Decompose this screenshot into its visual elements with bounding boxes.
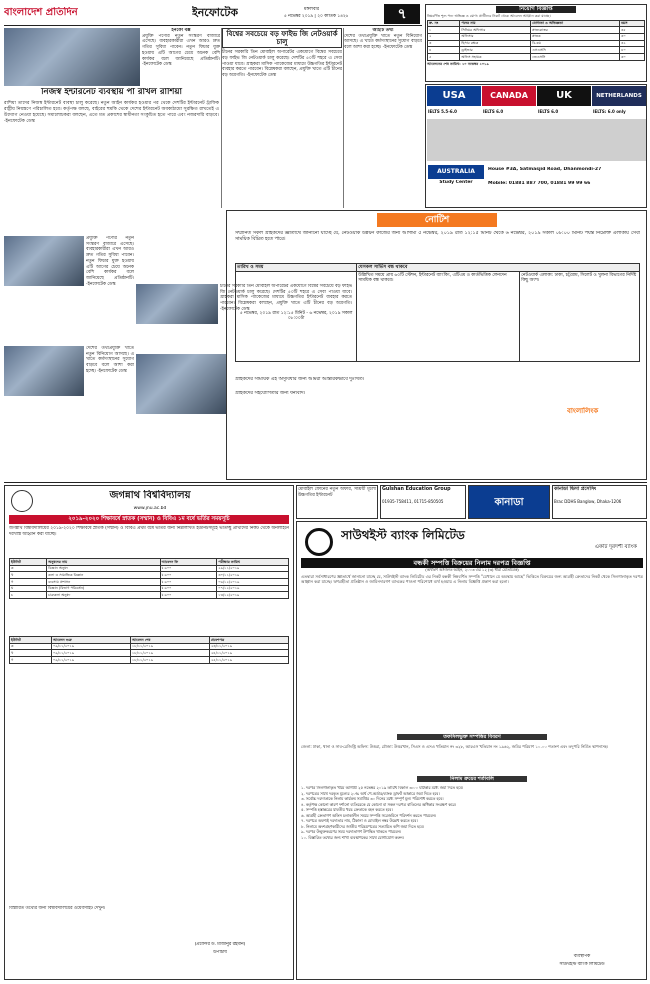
recruitment-title: নিয়োগ বিজ্ঞপ্তি (496, 6, 576, 13)
column-divider (221, 28, 222, 208)
story3-body: চীনের সরকারি তিন মোবাইল অপারেটর একযোগে বিশ্বের সবচেয়ে বড় ফাইভ জি নেটওয়ার্ক চালু করেছে। দেশটির ৫০টি শহরে এ সেবা পাওয়া যাবে। গ্রাহকরা মাসিক প্যাকেজের মাধ্যমে উচ্চগতির ইন্টারনেট ব্যবহার করতে পারবেন। বিশ্লেষকরা বলছেন, প্রযুক্তি খাতে এটি চীনের বড় অগ্রগতি। -ইনফোটেক ডেস্ক (222, 50, 342, 78)
jnu-unit-row-cell: গ (10, 579, 47, 586)
recruit-row-cell: জেএসসি (531, 53, 620, 60)
jnu-sched-row-cell: ক (10, 643, 52, 650)
jnu-unit-row (10, 579, 289, 586)
story2-kicker: ইনফো বক্স (171, 28, 191, 33)
issue-date: ৫ নভেম্বর ২০১৯ | ২০ কার্তিক ১৪২৬ (284, 14, 349, 19)
rule-item: ৮. নিলামে অংশগ্রহণকারীদের জাতীয় পরিচয়পত্রের সত্যায়িত কপি জমা দিতে হবে। (301, 823, 425, 829)
jnu-signer-title: উপাচার্য (213, 950, 227, 955)
ad-mobile: Mobile: 01881 887 700, 01881 99 99 66 (488, 181, 591, 186)
recruit-row-cell: ৩৫ (620, 27, 645, 34)
recruit-row-cell: ৪০ (620, 47, 645, 54)
jnu-unit-row-cell: ০৬/১২/২০১৯ (217, 579, 289, 586)
jnu-sched-row-cell: ০৯/১১/২০১৯ (52, 643, 131, 650)
notice-title: নোটিশ (377, 213, 497, 227)
jnu-unit-row (10, 572, 289, 579)
recruit-row-cell: ৩২ (620, 40, 645, 47)
jnu-unit-row-cell: বিজ্ঞান (বিভাগ পরিবর্তন) (47, 585, 160, 592)
jnu-unit-row-cell: ১৩/১২/২০১৯ (217, 592, 289, 599)
mini-ad-2-title: Gulshan Education Group (382, 487, 451, 492)
mini-ad-2 (380, 485, 466, 519)
recruit-row-cell: ৩ (428, 40, 460, 47)
recruit-th: পদের নাম (460, 20, 531, 27)
australia-label: AUSTRALIA (428, 165, 484, 179)
jnu-sched-row-cell: ২৪/১১/২০১৯ (209, 650, 288, 657)
bank-name: সাউথইস্ট ব্যাংক লিমিটেড (341, 528, 465, 542)
issue-day: মঙ্গলবার (304, 7, 320, 12)
jnu-unit-row-cell: ঘ (10, 585, 47, 592)
story2-body: প্রযুক্তি পণ্যের নতুন সংস্করণ বাজারে এসেছে। ব্যবহারকারীরা এখন আরও দ্রুত গতির সুবিধা পাবেন। নতুন ফিচার যুক্ত হওয়ায় এটি আগের চেয়ে অনেক বেশি কার্যকর বলে জানিয়েছে প্রতিষ্ঠানটি। -ইনফোটেক ডেস্ক (142, 33, 220, 68)
country-canada: CANADA (482, 86, 536, 106)
jnu-web: www.jnu.ac.bd (133, 506, 167, 511)
recruit-row (428, 33, 645, 40)
jnu-name: জগন্নাথ বিশ্ববিদ্যালয় (109, 490, 191, 501)
recruit-row-cell: সিনিয়র অফিসার (460, 27, 531, 34)
jnu-unit-row-cell: ২৯/১১/২০১৯ (217, 565, 289, 572)
mini-ad-3: কানাডা (468, 485, 550, 519)
notice-services-cell: উল্লিখিত সময়ে প্রায় ৬০টি স্টেশন, ইন্টারনেট ব্যাংকিং, এটিএম ও কার্ডভিত্তিক লেনদেন সাময়িক বন্ধ থাকবে। (357, 271, 520, 361)
jnu-th: আবেদন শুরু (52, 637, 131, 644)
recruit-row-cell: অফিস সহায়ক (460, 53, 531, 60)
jnu-signer: (প্রফেসর ড. মীজানুর রহমান) (194, 942, 246, 947)
jnu-unit-row-cell: চ (10, 592, 47, 599)
jnu-sched-row-cell: ১৮/১১/২০১৯ (130, 643, 209, 650)
ad-address: House #3A, Satmasjid Road, Dhanmondi-27 (488, 167, 602, 172)
jnu-intro: জগন্নাথ বিশ্ববিদ্যালয়ের ২০১৯-২০২০ শিক্ষাবর্ষে স্নাতক (সম্মান) ও বিবিএ প্রথম বর্ষে ভর্তির জন্য নিম্নলিখিত ইউনিটসমূহে ভর্তিচ্ছু প্রার্থীদের নিকট থেকে অনলাইনে দরখাস্ত আহ্বান করা যাচ্ছে। (9, 526, 289, 537)
recruit-row (428, 27, 645, 34)
jnu-sched-row (10, 650, 289, 657)
jnu-unit-row (10, 585, 289, 592)
jnu-th: আবেদন ফি (160, 559, 217, 566)
jnu-unit-row-cell: ৳ ৬০০ (160, 592, 217, 599)
recruit-th: ক্র. নং (428, 20, 460, 27)
jnu-seal-icon (11, 490, 33, 512)
jnu-units-table (9, 558, 289, 599)
recruit-row-cell: অফিসার (460, 33, 531, 40)
mini-ad-4-address: Brac DDHS Banglow, Dhaka-1206 (554, 498, 622, 504)
rule-item: ২. দরপত্রের সাথে দরকৃত মূল্যের ২০% অর্থ পে-অর্ডার/ব্যাংক ড্রাফট আকারে জমা দিতে হবে। (301, 790, 440, 796)
recruit-row-cell: ৩০ (620, 33, 645, 40)
recruit-row-cell: ১ (428, 27, 460, 34)
page-number: ৭ (384, 4, 420, 24)
bank-branch: সাউথইস্ট ব্যাংক লিমিটেড (559, 962, 605, 967)
country-uk: UK (537, 86, 591, 106)
recruit-row-cell: ৩০ (620, 53, 645, 60)
recruit-row (428, 47, 645, 54)
story-photo (4, 28, 140, 86)
mini-ad-1: মোবাইল ফোনের নতুন অফার, সাশ্রয়ী মূল্যে উচ্চগতির ইন্টারনেট (296, 485, 378, 519)
jnu-unit-row (10, 592, 289, 599)
jnu-sched-row (10, 657, 289, 664)
masthead (4, 4, 422, 24)
photo2-caption: দেশের তথ্যপ্রযুক্তি খাতে নতুন বিনিয়োগ আসছে। এ খাতে কর্মসংস্থানের সুযোগ বাড়বে বলে আশা করা হচ্ছে। -ইনফোটেক ডেস্ক (86, 346, 134, 374)
recruit-row-cell: ২ (428, 33, 460, 40)
story3 (222, 28, 342, 233)
rule-item: ৫. সম্পত্তি হস্তান্তরের যাবতীয় খরচ ক্রেতাকে বহন করতে হবে। (301, 807, 393, 813)
jnu-th: প্রবেশপত্র (209, 637, 288, 644)
ielts-uk: IELTS 6.0 (538, 109, 559, 114)
notice-thanks: গ্রাহকদের সহযোগিতার জন্য ধন্যবাদ। (235, 391, 306, 396)
section-rule (4, 482, 647, 483)
bank-tagline: একটি দূরদর্শী ব্যাংক (594, 544, 637, 550)
jnu-sched-row (10, 643, 289, 650)
recruit-row (428, 53, 645, 60)
photo3-caption: চীনের সরকারি তিন মোবাইল অপারেটর একযোগে বিশ্বের সবচেয়ে বড় ফাইভ জি নেটওয়ার্ক চালু করেছে। দেশটির ৫০টি শহরে এ সেবা পাওয়া যাবে। গ্রাহকরা মাসিক প্যাকেজের মাধ্যমে উচ্চগতির ইন্টারনেট ব্যবহার করতে পারবেন। বিশ্লেষকরা বলছেন, প্রযুক্তি খাতে এটি চীনের বড় অগ্রগতি। -ইনফোটেক ডেস্ক (220, 284, 352, 312)
story1-body: রাশিয়া তাদের নিজস্ব ইন্টারনেট ব্যবস্থা চালু করেছে। নতুন আইন কার্যকর হওয়ার পর থেকে দেশটির ইন্টারনেট ট্রাফিক রাষ্ট্রীয় নিয়ন্ত্রণে পরিচালিত হবে। কর্তৃপক্ষ বলছে, বাইরের হুমকি থেকে দেশের ইন্টারনেট অবকাঠামো সুরক্ষিত রাখতেই এ উদ্যোগ নেওয়া হয়েছে। সমালোচকরা বলছেন, এতে মত প্রকাশের স্বাধীনতা সংকুচিত হতে পারে এবং নজরদারি বাড়বে। -ইনফোটেক ডেস্ক (4, 100, 219, 124)
jnu-sched-row-cell: গ (10, 657, 52, 664)
jnu-sched-row-cell: ০৯/১১/২০১৯ (52, 650, 131, 657)
jnu-unit-row-cell: ৳ ৬০০ (160, 585, 217, 592)
notice-col-services: যেসকল সার্ভিস বন্ধ থাকবে (357, 264, 640, 272)
jnu-sched-row-cell: ০৯/১১/২০১৯ (52, 657, 131, 664)
ielts-canada: IELTS 6.0 (483, 109, 504, 114)
rule-item: ১০. বিস্তারিত তথ্যের জন্য শাখা ব্যবস্থাপকের সাথে যোগাযোগ করুন। (301, 834, 404, 840)
jnu-unit-row-cell: বিজ্ঞান অনুষদ (47, 565, 160, 572)
country-usa: USA (427, 86, 481, 106)
rule-item: ৬. আগ্রহী ক্রেতাগণ অফিস চলাকালীন সময়ে সম্পত্তি সরেজমিনে পরিদর্শন করতে পারবেন। (301, 812, 437, 818)
study-abroad-ad (425, 84, 647, 208)
notice-brand-logo: বাংলালিংক (567, 407, 599, 415)
story4 (344, 28, 422, 233)
story4-kicker: আইটি তথ্য (372, 28, 394, 33)
rule-item: ৭. দরপত্রে অবশ্যই দরদাতার নাম, ঠিকানা ও মোবাইল নম্বর উল্লেখ করতে হবে। (301, 818, 418, 824)
jnu-sched-row-cell: ২৫/১১/২০১৯ (209, 657, 288, 664)
jnu-note: বিস্তারিত তথ্যের জন্য বিশ্ববিদ্যালয়ের ওয়েবসাইট দেখুন। (9, 906, 106, 911)
rule-item: ৩. সর্বোচ্চ দরদাতাকে নিলাম কার্যক্রম সমাপ্তির ৩০ দিনের মধ্যে সম্পূর্ণ মূল্য পরিশোধ করতে হবে। (301, 796, 444, 802)
recruitment-footer: আবেদনের শেষ তারিখ: ২০ নভেম্বর ২০১৯ (427, 61, 489, 66)
recruit-row-cell: ড্রাইভার (460, 47, 531, 54)
rule-item: ১. দরপত্র সিলগালাকৃত খামে আগামী ২৫ নভেম্বর ২০১৯ তারিখ বিকাল ৩:০০ ঘটিকার মধ্যে জমা দিতে হবে। (301, 786, 464, 790)
notice-table (235, 263, 640, 362)
newspaper-logo: বাংলাদেশ প্রতিদিন (4, 7, 78, 18)
event-photo-3 (136, 284, 218, 324)
event-photo-2 (4, 346, 84, 396)
notice-col-date: তারিখ ও সময় (236, 264, 357, 272)
auction-title: বন্ধকী সম্পত্তি বিক্রয়ের নিলাম দরপত্র বিজ্ঞপ্তি (301, 558, 643, 568)
jnu-unit-row (10, 565, 289, 572)
masthead-rule (4, 25, 422, 26)
jnu-admission-ad (4, 485, 294, 980)
bank-auction-ad (296, 521, 647, 980)
rule-item: ৯. দরপত্র উন্মুক্তকরণের সময় দরদাতাগণ উপস্থিত থাকতে পারবেন। (301, 829, 402, 835)
recruit-th: বয়স (620, 20, 645, 27)
recruitment-ad (425, 4, 647, 82)
country-netherlands: NETHERLANDS (592, 86, 646, 106)
schedule-body: জেলা: ঢাকা, থানা ও সাব-রেজিস্ট্রি অফিস: উত্তরা, মৌজা: উত্তরখান, সিএস ও এসএ খতিয়ান নং ৩২৮, আরএস খতিয়ান নং ১৯৬২, জমির পরিমাণ ১০.০০ শতাংশ এবং তদুপরি নির্মিত স্থাপনাসহ। (301, 744, 609, 749)
bank-signer: ব্যবস্থাপক (573, 954, 591, 959)
notice-apology: গ্রাহকদের সাময়িক এই অসুবিধার জন্য আমরা আন্তরিকভাবে দুঃখিত। (235, 377, 365, 382)
jnu-unit-row-cell: ক (10, 565, 47, 572)
column-divider (343, 28, 344, 208)
rules-list (301, 786, 643, 841)
jnu-unit-row-cell: ৳ ৬০০ (160, 579, 217, 586)
section-title: ইনফোটেক (192, 6, 239, 19)
jnu-sched-row-cell: খ (10, 650, 52, 657)
notice-areas-cell: নেটওয়ার্ক এলাকা: ঢাকা, চট্টগ্রাম, সিলেট ও খুলনা বিভাগের নির্দিষ্ট কিছু অংশ। (520, 271, 640, 361)
recruit-th: যোগ্যতা ও অভিজ্ঞতা (531, 20, 620, 27)
jnu-unit-row-cell: কলা ও সামাজিক বিজ্ঞান (47, 572, 160, 579)
mini-ad-2-phone: 01935-758411, 01715-850505 (382, 498, 444, 504)
jnu-sched-row-cell: ২৩/১১/২০১৯ (209, 643, 288, 650)
photo1-caption: প্রযুক্তি পণ্যের নতুন সংস্করণ বাজারে এসেছে। ব্যবহারকারীরা এখন আরও দ্রুত গতির সুবিধা পাবেন। নতুন ফিচার যুক্ত হওয়ায় এটি আগের চেয়ে অনেক বেশি কার্যকর বলে জানিয়েছে প্রতিষ্ঠানটি। -ইনফোটেক ডেস্ক (86, 236, 134, 286)
jnu-unit-row-cell: খ (10, 572, 47, 579)
recruit-row-cell: ৪ (428, 47, 460, 54)
recruit-row-cell: ৫ (428, 53, 460, 60)
jnu-th: আবেদন শেষ (130, 637, 209, 644)
jnu-sched-row-cell: ১৮/১১/২০১৯ (130, 657, 209, 664)
recruit-row (428, 40, 645, 47)
mini-ad-4-title: কানাডা ভিসা প্রসেসিং (554, 487, 597, 492)
ad-image-strip (427, 119, 646, 161)
rules-title: নিলাম ক্রয়ের শর্তাবলি (417, 776, 527, 782)
bank-logo-icon (305, 528, 333, 556)
jnu-unit-row-cell: ৳ ৬০০ (160, 572, 217, 579)
jnu-th: অনুষদের নাম (47, 559, 160, 566)
jnu-unit-row-cell: ব্যবসায় প্রশাসন (47, 579, 160, 586)
jnu-unit-row-cell: ৩০/১১/২০১৯ (217, 572, 289, 579)
jnu-th: ইউনিট (10, 637, 52, 644)
story1-headline: নিজস্ব ইন্টারনেট ব্যবস্থায় পা রাখল রাশিয়া (41, 88, 182, 97)
story3-headline: বিশ্বের সবচেয়ে বড় ফাইভ জি নেটওয়ার্ক চালু (222, 28, 342, 48)
recruit-row-cell: এসএসসি (531, 47, 620, 54)
recruit-row-cell: হিসাব রক্ষক (460, 40, 531, 47)
jnu-title: ২০১৯-২০২০ শিক্ষাবর্ষে স্নাতক (সম্মান) ও বিবিএ ১ম বর্ষে ভর্তির সময়সূচি (9, 515, 289, 524)
mini-ad-4 (552, 485, 647, 519)
notice-box (226, 210, 647, 480)
jnu-sched-row-cell: ১৮/১১/২০১৯ (130, 650, 209, 657)
jnu-th: ইউনিট (10, 559, 47, 566)
recruit-row-cell: স্নাতকোত্তর (531, 27, 620, 34)
rule-item: ৪. কর্তৃপক্ষ কোনো কারণ দর্শানো ব্যতিরেকে যে কোনো বা সকল দরপত্র বাতিলের অধিকার সংরক্ষণ করে। (301, 801, 456, 807)
story4-body: দেশের তথ্যপ্রযুক্তি খাতে নতুন বিনিয়োগ আসছে। এ খাতে কর্মসংস্থানের সুযোগ বাড়বে বলে আশা করা হচ্ছে। -ইনফোটেক ডেস্ক (344, 33, 422, 51)
recruit-row-cell: বি.কম (531, 40, 620, 47)
recruitment-table (427, 20, 645, 61)
event-photo-4 (136, 354, 226, 414)
jnu-th: পরীক্ষার তারিখ (217, 559, 289, 566)
auction-subtitle: (অর্থঋণ আদালত আইন, ২০০৩ এর ১২ (৩) ধারা মোতাবেক) (425, 568, 519, 572)
recruit-row-cell: স্নাতক (531, 33, 620, 40)
jnu-unit-row-cell: ০৭/১২/২০১৯ (217, 585, 289, 592)
study-center-label: Study Center (439, 180, 473, 185)
ielts-usa: IELTS 5.5-6.0 (428, 109, 457, 114)
ielts-netherlands: IELTS: 6.0 only (593, 109, 626, 114)
jnu-unit-row-cell: চারুকলা অনুষদ (47, 592, 160, 599)
notice-intro: সম্মানিত সকল গ্রাহকদের জ্ঞাতার্থে জানানো যাচ্ছে যে, নেটওয়ার্ক উন্নয়ন কাজের জন্য আগামী ৫ নভেম্বর, ২০১৯ রাত ১২:১৫ মিনিট থেকে ৬ নভেম্বর, ২০১৯ সকাল ০৮:০০ মিনিট পর্যন্ত নিম্নোক্ত এলাকায় সেবা সাময়িক বিঘ্নিত হতে পারে। (235, 231, 640, 243)
auction-body: এতদ্বারা সর্বসাধারণের জ্ঞাতার্থে জানানো যাচ্ছে যে, সাউথইস্ট ব্যাংক লিমিটেড এর নিকট বন্ধকী নিম্নবর্ণিত সম্পত্তি "যেখানে যে অবস্থায় আছে" ভিত্তিতে বিক্রয়ের জন্য আগ্রহী ক্রেতাদের নিকট থেকে সিলগালাকৃত দরপত্র আহ্বান করা যাচ্ছে। ঋণগ্রহীতা প্রতিষ্ঠান ও জামিনদারগণ ব্যাংকের পাওনা পরিশোধে ব্যর্থ হওয়ায় এ নিলাম বিজ্ঞপ্তি প্রকাশ করা হলো। (301, 574, 643, 585)
notice-date-cell: ৫ নভেম্বর, ২০১৯ রাত ১২:১৫ মিনিট - ৬ নভেম্বর, ২০১৯ সকাল ০৮:০০টা (236, 271, 357, 361)
event-photo-1 (4, 236, 84, 286)
photo-block (4, 236, 134, 472)
jnu-schedule-table (9, 636, 289, 664)
recruitment-intro: নিম্নবর্ণিত শূন্য পদে অভিজ্ঞ ও যোগ্য প্রার্থীদের নিকট থেকে আবেদন আহ্বান করা যাচ্ছে। (427, 13, 551, 18)
jnu-unit-row-cell: ৳ ৬০০ (160, 565, 217, 572)
schedule-title: তফসিলভুক্ত সম্পত্তির বিবরণ (397, 734, 547, 740)
